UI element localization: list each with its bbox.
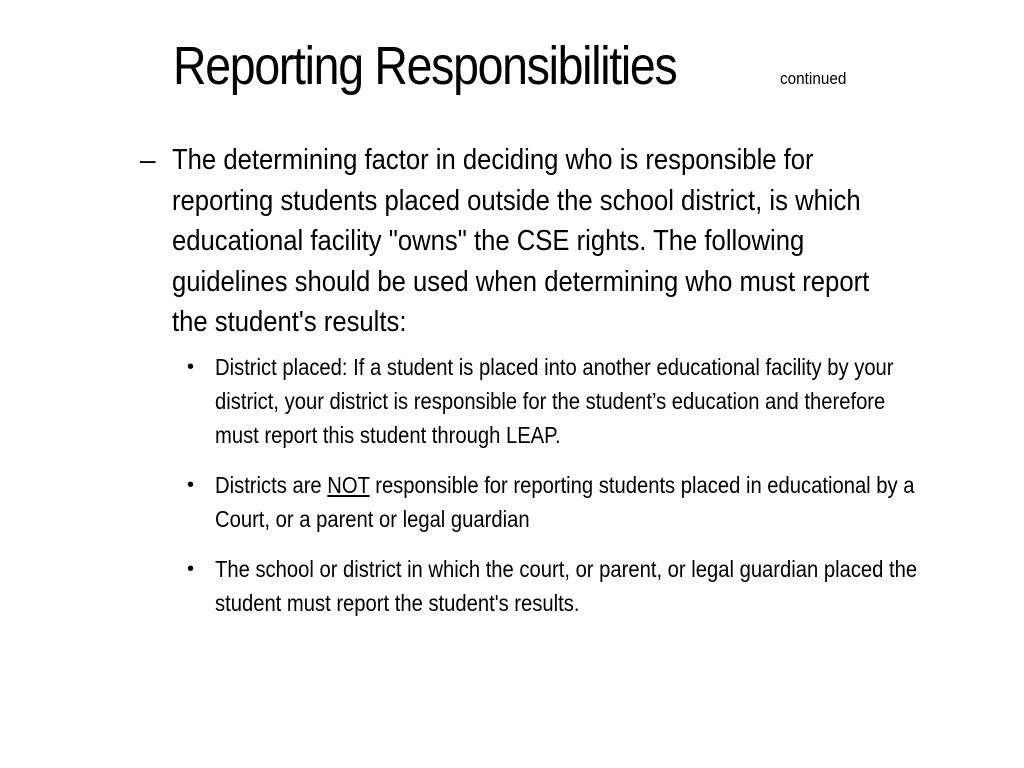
bullet-text-after: responsible for reporting students placed in educational by a Court, or a parent or legal guardian — [215, 472, 915, 532]
bullet-marker: • — [187, 474, 195, 496]
bullet-text: District placed: If a student is placed into another educational facility by your district, your district is responsible for the student’s education and therefore must report this student through LEAP. — [215, 354, 894, 448]
title-continued-label: continued — [780, 69, 847, 88]
dash-marker: – — [140, 144, 156, 175]
not-emphasis: NOT — [327, 472, 370, 498]
bullet-text: The school or district in which the court, or parent, or legal guardian placed the student must report the student's results. — [215, 556, 918, 616]
dash-item-text: The determining factor in deciding who is responsible for reporting students placed outside the school district, is which educational facility "owns" the CSE rights. The following guidelines should be used when determining who must report the student's results: — [172, 144, 870, 338]
title-text: Reporting Responsibilities — [173, 36, 677, 96]
bullet-marker: • — [187, 558, 195, 580]
bullet-text — [215, 468, 929, 536]
bullet-text-before: Districts are — [215, 472, 328, 498]
slide-title — [173, 30, 758, 102]
bullet-marker: • — [187, 356, 195, 378]
